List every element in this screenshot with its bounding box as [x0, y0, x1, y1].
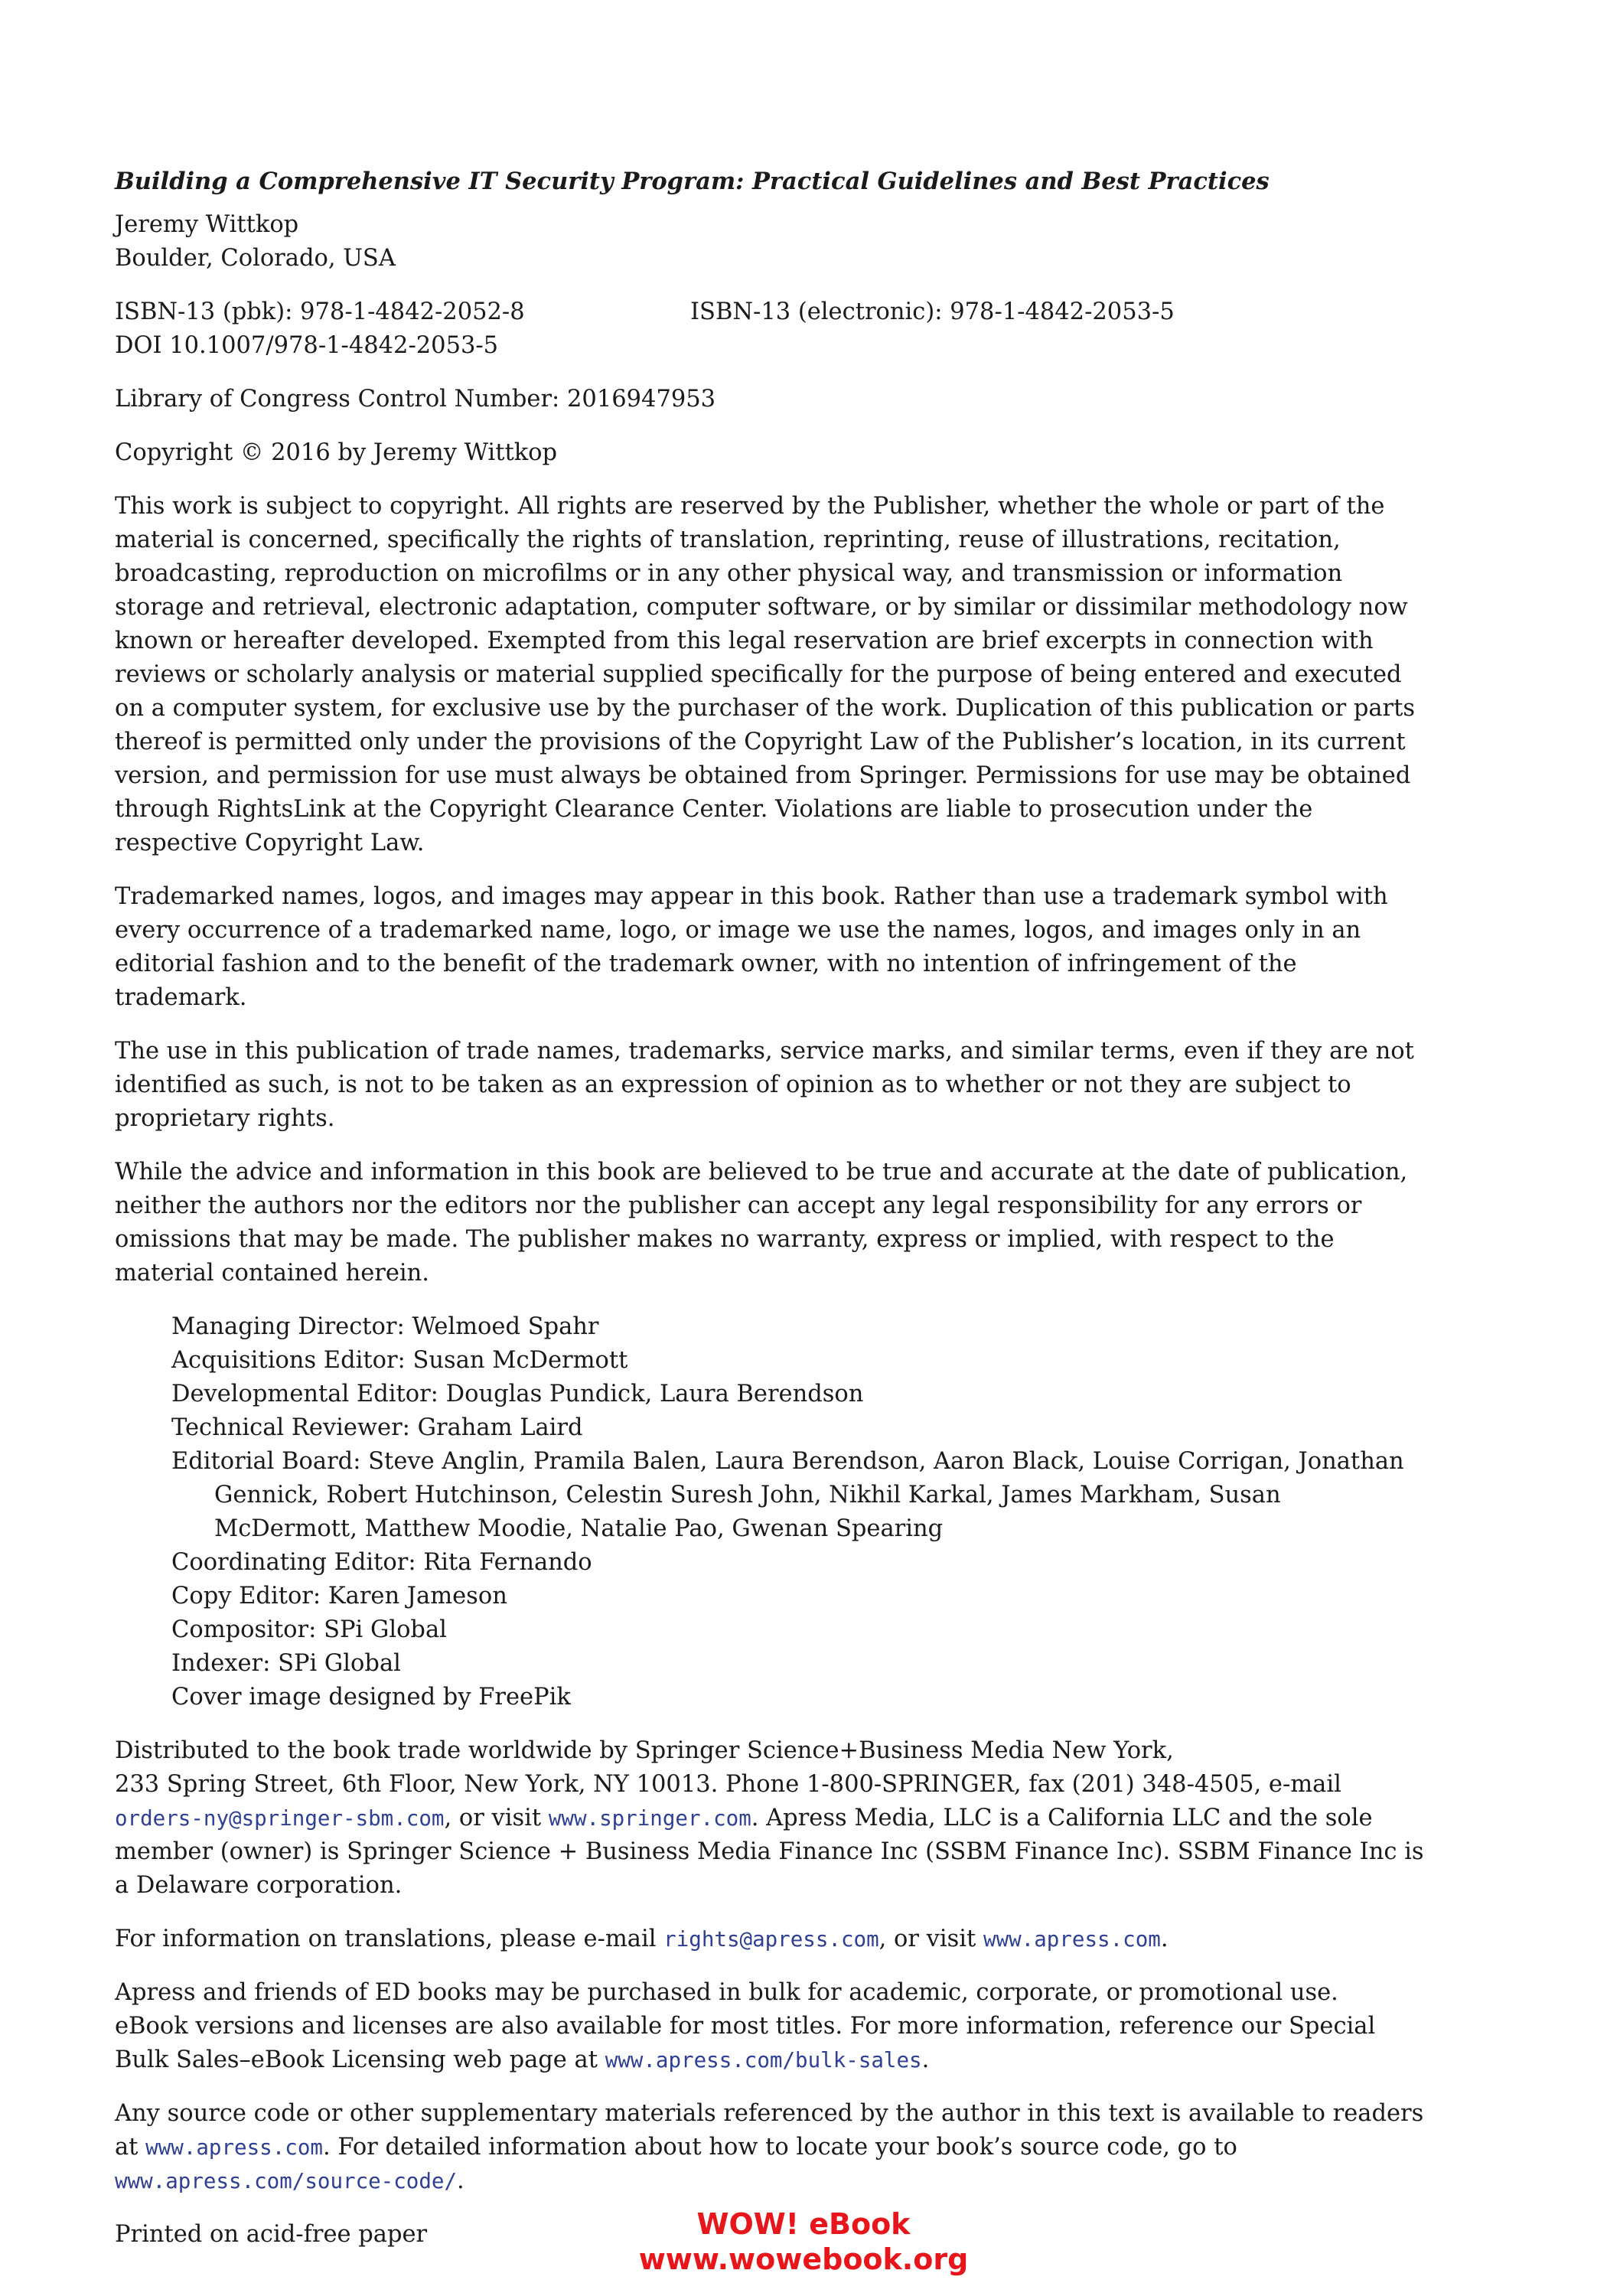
credit-copy-editor: Copy Editor: Karen Jameson — [171, 1583, 507, 1609]
copyright-line: Copyright © 2016 by Jeremy Wittkop — [115, 439, 558, 466]
isbn-block — [115, 295, 1431, 363]
watermark-line-1: WOW! eBook — [696, 2207, 911, 2241]
bulk-sales-link[interactable]: www.apress.com/bulk-sales — [605, 2048, 922, 2073]
springer-site-link[interactable]: www.springer.com — [548, 1806, 751, 1831]
distribution-paragraph — [115, 1734, 1431, 1903]
distribution-body: 233 Spring Street, 6th Floor, New York, NY 10013. Phone 1-800-SPRINGER, fax (201) 348-4505, e-mail orders-ny@springer-sbm.com, or visit www.springer.com. Apress Media, LLC is a California LLC and the sole member (owner) is Springer Science + Business Media Finance Inc (SSBM Finance Inc). SSBM Finance Inc is a Delaware corporation. — [115, 1771, 1424, 1899]
distribution-line-1: Distributed to the book trade worldwide by Springer Science+Business Media New York, — [115, 1737, 1174, 1764]
apress-home-link[interactable]: www.apress.com — [145, 2135, 323, 2160]
book-title: Building a Comprehensive IT Security Program: Practical Guidelines and Best Practices — [115, 168, 1270, 195]
trademark-paragraph: Trademarked names, logos, and images may appear in this book. Rather than use a trademark symbol with every occurrence of a trademarked name, logo, or image we use the names, logos, and images only in an editorial fashion and to the benefit of the trademark owner, with no intention of infringement of the trademark. — [115, 883, 1388, 1011]
bulk-sales-paragraph — [115, 1976, 1431, 2077]
rights-paragraph: This work is subject to copyright. All rights are reserved by the Publisher, whether the whole or part of the material is concerned, specifically the rights of translation, reprinting, reuse of illustrations, recitation, broadcasting, reproduction on microfilms or in any other physical way, and transmission or information storage and retrieval, electronic adaptation, computer software, or by similar or dissimilar methodology now known or hereafter developed. Exempted from this legal reservation are brief excerpts in connection with reviews or scholarly analysis or material supplied specifically for the purpose of being entered and executed on a computer system, for exclusive use by the purchaser of the work. Duplication of this publication or parts thereof is permitted only under the provisions of the Copyright Law of the Publisher’s location, in its current version, and permission for use must always be obtained from Springer. Permissions for use may be obtained through RightsLink at the Copyright Clearance Center. Violations are liable to prosecution under the respective Copyright Law. — [115, 493, 1416, 856]
watermark-line-2[interactable]: www.wowebook.org — [638, 2242, 969, 2276]
credit-coordinating-editor: Coordinating Editor: Rita Fernando — [171, 1549, 592, 1576]
credit-developmental-editor: Developmental Editor: Douglas Pundick, Laura Berendson — [171, 1381, 864, 1407]
credits-list — [115, 1310, 1431, 1714]
author-location: Boulder, Colorado, USA — [115, 245, 396, 272]
isbn-electronic: ISBN-13 (electronic): 978-1-4842-2053-5 — [690, 298, 1175, 325]
author-name: Jeremy Wittkop — [115, 211, 299, 238]
credit-indexer: Indexer: SPi Global — [171, 1650, 401, 1677]
credit-editorial-board: Editorial Board: Steve Anglin, Pramila Balen, Laura Berendson, Aaron Black, Louise Corrigan, Jonathan Gennick, Robert Hutchinson, Celestin Suresh John, Nikhil Karkal, James Markham, Susan McDermott, Matthew Moodie, Natalie Pao, Gwenan Spearing — [171, 1448, 1404, 1542]
advice-paragraph: While the advice and information in this book are believed to be true and accurate at the date of publication, neither the authors nor the editors nor the publisher can accept any legal responsibility for any errors or omissions that may be made. The publisher makes no warranty, express or implied, with respect to the material contained herein. — [115, 1159, 1408, 1287]
bulk-body: eBook versions and licenses are also available for most titles. For more information, reference our Special Bulk Sales–eBook Licensing web page at www.apress.com/bulk-sales. — [115, 2013, 1376, 2073]
lccn: Library of Congress Control Number: 2016947953 — [115, 386, 716, 413]
trade-names-paragraph: The use in this publication of trade names, trademarks, service marks, and similar terms, even if they are not identified as such, is not to be taken as an expression of opinion as to whether or not they are subject to proprietary rights. — [115, 1038, 1414, 1132]
printed-note: Printed on acid-free paper — [115, 2221, 428, 2248]
credit-cover-image: Cover image designed by FreePik — [171, 1684, 571, 1711]
copyright-page — [115, 165, 1431, 2252]
isbn-pbk: ISBN-13 (pbk): 978-1-4842-2052-8 — [115, 298, 525, 325]
credit-acquisitions-editor: Acquisitions Editor: Susan McDermott — [171, 1347, 628, 1374]
credit-managing-director: Managing Director: Welmoed Spahr — [171, 1313, 599, 1340]
orders-email-link[interactable]: orders-ny@springer-sbm.com — [115, 1806, 445, 1831]
apress-site-link[interactable]: www.apress.com — [983, 1927, 1161, 1952]
credit-technical-reviewer: Technical Reviewer: Graham Laird — [171, 1414, 583, 1441]
doi: DOI 10.1007/978-1-4842-2053-5 — [115, 332, 499, 359]
source-code-paragraph: Any source code or other supplementary materials referenced by the author in this text is available to readers at www.apress.com. For detailed information about how to locate your book’s source code, go to www.apress.com/source-code/. — [115, 2100, 1424, 2194]
translations-paragraph: For information on translations, please e-mail rights@apress.com, or visit www.apress.com. — [115, 1926, 1169, 1952]
author-block — [115, 208, 1431, 276]
watermark — [0, 2206, 1607, 2277]
credit-compositor: Compositor: SPi Global — [171, 1616, 447, 1643]
source-code-link[interactable]: www.apress.com/source-code/ — [115, 2169, 458, 2193]
bulk-line-1: Apress and friends of ED books may be purchased in bulk for academic, corporate, or promotional use. — [115, 1979, 1338, 2006]
rights-email-link[interactable]: rights@apress.com — [663, 1927, 879, 1952]
